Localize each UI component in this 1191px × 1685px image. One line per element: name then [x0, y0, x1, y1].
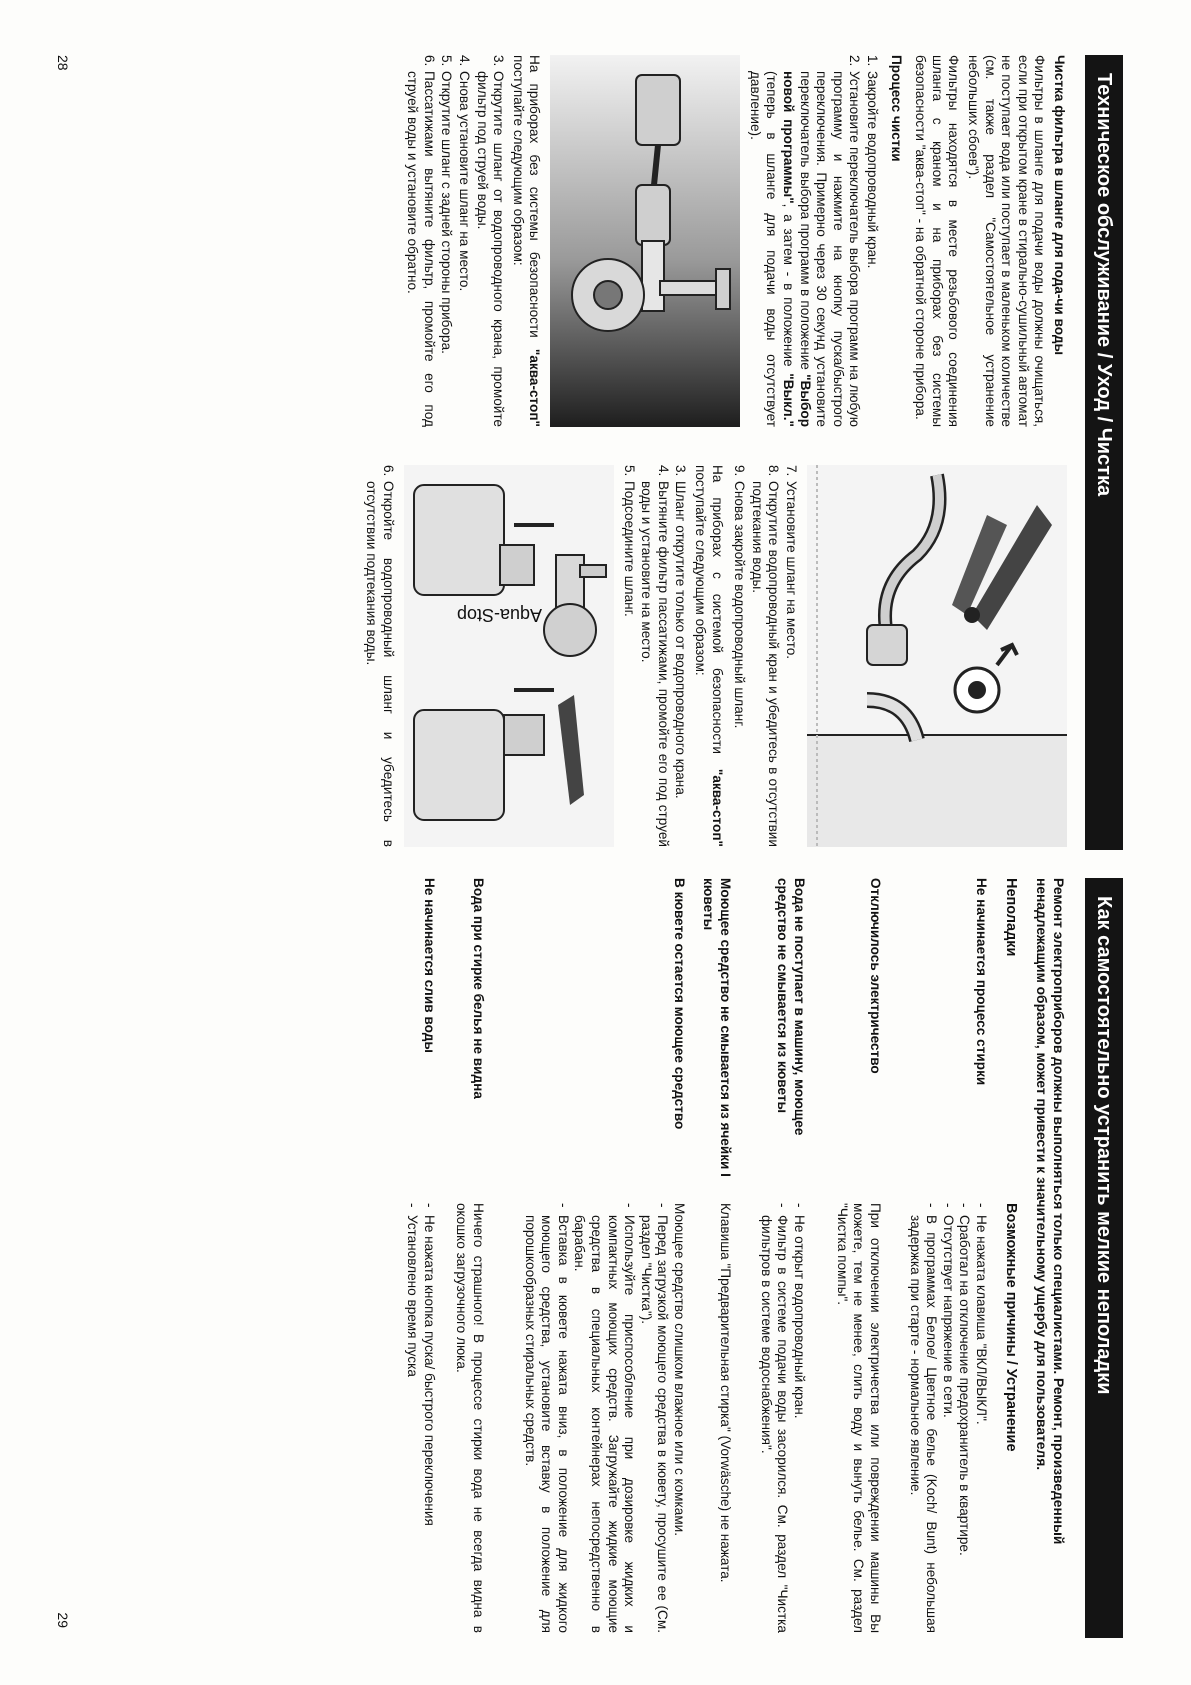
filter-paragraph-1: Фильтры в шланге для подачи воды должны очищаться, если при открытом кране в стирально-сушильный автомат не поступает вода или поступает в маленьком количестве (см. также раздел "Самостоятельное устранение небольших сбоев").: [966, 55, 1048, 427]
cause-item: - Отсутствует напряжение в сети.: [939, 1203, 956, 1633]
page-number: 29: [55, 1612, 71, 1628]
process-step: 1. Закройте водопроводный кран.: [865, 55, 881, 269]
solution-block: [521, 1203, 687, 1633]
problem-label: Моющее средство не смывается из ячейки I кюветы: [701, 878, 733, 1177]
cause-item: - В программах Белое/ Цветное белье (Koch/ Bunt) небольшая задержка при старте - нормальное явление.: [906, 1203, 939, 1633]
process-step: 2. Установите переключатель выбора программ на любую программу и нажмите на кнопку пуска/быстрого переключения. Примерно через 30 секунд установите переключатель выбора программ в положение "Выбор новой программы", а затем - в положение "Выкл." (теперь в шланге для подачи воды отсутствует давление).: [747, 55, 863, 427]
filter-paragraph-2: Фильтры находятся в месте резьбового соединения шланга с краном и на приборах без системы безопасности "аква-стоп" - на обратной стороне прибора.: [913, 55, 962, 427]
pliers-image: [807, 465, 1067, 847]
cause-note: При отключении электричества или повреждении машины Вы можете, тем не менее, слить воду и вынуть белье. См. раздел "Чистка помпы".: [834, 1203, 883, 1633]
cause-note: Моющее средство слишком влажное или с комками.: [672, 1203, 687, 1537]
process-steps: [746, 55, 880, 427]
left-column: [398, 55, 1067, 427]
aquastop-steps: [620, 465, 688, 847]
aquastop-photo: [404, 465, 614, 847]
filter-title: Чистка фильтра в шланге для пода-чи воды: [1052, 55, 1067, 356]
cause-item: - Установлено время пуска: [404, 1203, 421, 1633]
reinstall-steps: [731, 465, 799, 847]
no-aquastop-note: На приборах без системы безопасности "аква-стоп" поступайте следующим образом:: [510, 55, 543, 427]
reinstall-step: 7. Установите шланг на место.: [784, 465, 799, 660]
causes-heading: Возможные причины / Устранение: [1003, 1203, 1019, 1452]
reinstall-step: 9. Снова закройте водопроводный шланг.: [732, 465, 748, 729]
cause-item: - Используйте приспособление при дозировке жидких и компактных моющих средств. Загружайте жидкие моющие средства в специальных контейнерах непосредственно в барабан.: [571, 1203, 637, 1633]
solution-block: [757, 1203, 807, 1633]
cause-note: Ничего страшного! В процессе стирки вода не всегда видна в окошко загрузочного люка.: [454, 1203, 486, 1633]
solution-block: [833, 1203, 883, 1633]
no-aquastop-step: 4. Снова установите шланг на место.: [456, 55, 472, 292]
process-title: Процесс чистки: [888, 55, 904, 162]
problem-label: Отключилось электричество: [868, 878, 883, 1074]
pliers-photo: [807, 465, 1067, 847]
repair-warning: Ремонт электроприборов должны выполняться только специалистами. Ремонт, произведенный ненадлежащим образом, может привести к значительному ущербу для пользователя.: [1034, 878, 1066, 1545]
problem-label: Не начинается слив воды: [422, 878, 437, 1053]
no-aquastop-step: 6. Пассатижами вытяните фильтр, промойте его под струей воды и установите обратно.: [405, 55, 437, 427]
problems-heading: Неполадки: [1003, 878, 1019, 957]
no-aquastop-step: 5. Открутите шланг с задней стороны прибора.: [439, 55, 455, 354]
cause-item: - Сработал на отключение предохранитель в квартире.: [956, 1203, 973, 1633]
problem-label: Не начинается процесс стирки: [974, 878, 989, 1086]
problem-label: Вода при стирке белья не видна: [471, 878, 486, 1099]
faucet-photo: [550, 55, 740, 427]
cause-item: - Фильтр в системе подачи воды засорился. См. раздел "Чистка фильтров в системе водоснабжения".: [757, 1203, 790, 1633]
aquastop-step: 6. Откройте водопроводный шланг и убедитесь в отсутствии подтекания воды.: [364, 465, 397, 847]
solution-block: [453, 1203, 486, 1633]
aquastop-step: 5. Подсоедините шланг.: [621, 465, 637, 617]
right-page-header: Как самостоятельно устранить мелкие неполадки: [1085, 878, 1123, 1638]
cause-item: - Не открыт водопроводный кран.: [790, 1203, 807, 1633]
aquastop-step: 4. Вытяните фильтр пассатижами, промойте его под струей воды и установите на место.: [639, 465, 671, 847]
cause-note: Клавиша "Предварительная стирка" (Vorwäsche) не нажата.: [718, 1203, 733, 1583]
problem-label: Вода не поступает в машину, моющее средство не смывается из кюветы: [775, 878, 807, 1136]
cause-item: - Не нажата кнопка пуска/ быстрого переключения: [420, 1203, 437, 1633]
aquastop-final-step: [363, 465, 396, 847]
no-aquastop-steps: [404, 55, 507, 427]
cause-item: - Не нажата клавиша "ВКЛ/ВЫКЛ".: [972, 1203, 989, 1633]
solution-block: [716, 1203, 733, 1633]
aquastop-note: На приборах с системой безопасности "аква-стоп" поступайте следующим образом:: [693, 465, 725, 847]
cause-item: - Перед загрузкой моющего средства в кювету, просушите ее (См. раздел "Чистка").: [637, 1203, 670, 1633]
problem-label: В кювете остается моющее средство: [672, 878, 687, 1130]
right-page: [31, 878, 1141, 1638]
aquastop-step: 3. Шланг открутите только от водопроводного крана.: [673, 465, 689, 799]
solution-block: [906, 1203, 989, 1633]
page-number: 28: [55, 55, 71, 71]
aquastop-image: [404, 465, 614, 847]
left-page: [31, 55, 1141, 850]
aquastop-label: Aqua-Stop: [457, 605, 543, 625]
no-aquastop-step: 3. Открутите шланг от водопроводного крана, промойте фильтр под струей воды.: [474, 55, 507, 427]
faucet-image: [550, 55, 740, 427]
cause-item: - Вставка в кювете нажата вниз, в положение для жидкого моющего средства, установите вставку в положение для порошкообразных стиральных средств.: [521, 1203, 571, 1633]
left-page-header: Техническое обслуживание / Уход / Чистка: [1085, 55, 1123, 850]
reinstall-step: 8. Открутите водопроводный кран и убедитесь в отсутствии подтекания воды.: [749, 465, 782, 847]
solution-block: [404, 1203, 437, 1633]
right-column: [357, 465, 1067, 847]
